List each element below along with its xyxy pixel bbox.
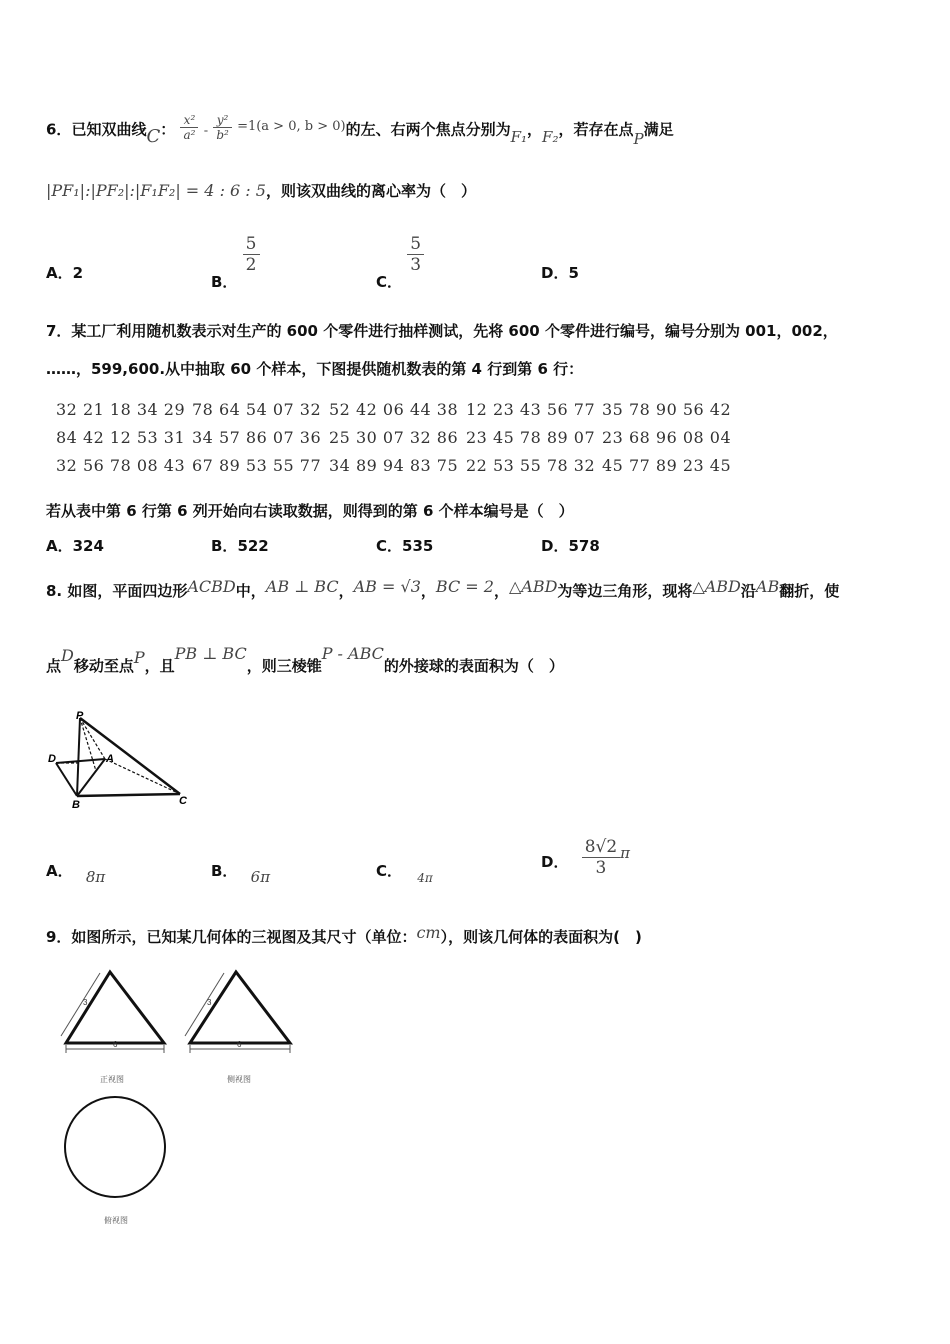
q6-text2: 的左、右两个焦点分别为 xyxy=(345,120,511,139)
table-cell: 34 57 86 07 36 xyxy=(192,428,322,447)
q6-point-p: P xyxy=(633,130,644,149)
q8-math: D xyxy=(61,646,74,665)
table-cell: 78 64 54 07 32 xyxy=(192,400,322,419)
q6-minus: - xyxy=(203,123,209,139)
q6-option-c-num: 5 xyxy=(407,234,424,255)
table-cell: 45 77 89 23 45 xyxy=(602,456,732,475)
dimension-line xyxy=(185,973,224,1036)
edge-pc xyxy=(80,718,180,794)
q6-frac-x-num: x² xyxy=(180,113,198,128)
dimension-line xyxy=(61,973,100,1036)
q6-frac-x xyxy=(180,113,198,143)
label-b: B xyxy=(72,799,80,811)
q6-option-b[interactable] xyxy=(211,234,260,292)
edge-bc xyxy=(77,794,180,796)
q8-math: AB = √3 xyxy=(353,577,421,596)
q7-option-c-value: 535 xyxy=(402,537,434,555)
q8-option-c-value: 4π xyxy=(417,871,433,885)
q8-option-c-label: C． xyxy=(376,862,403,880)
q6-frac-x-den: a² xyxy=(183,128,196,143)
q6-ratio: |PF₁|:|PF₂|:|F₁F₂| = 4 : 6 : 5 xyxy=(46,181,266,200)
q6-f2: F₂ xyxy=(542,128,559,147)
q7-option-d[interactable] xyxy=(541,535,600,556)
q6-option-b-num: 5 xyxy=(243,234,260,255)
q6-text1: 已知双曲线 xyxy=(71,120,147,139)
table-cell: 23 45 78 89 07 xyxy=(466,428,596,447)
q9-unit: cm xyxy=(416,923,441,942)
side-view-triangle xyxy=(190,972,290,1043)
base-dimension-label: 6 xyxy=(113,1040,118,1049)
q8-text: ，且 xyxy=(144,657,175,675)
edge-pb xyxy=(77,718,80,796)
table-cell: 34 89 94 83 75 xyxy=(329,456,459,475)
q7-option-b-label: B． xyxy=(211,537,238,555)
q8-math: P xyxy=(133,648,145,667)
q6-line2 xyxy=(46,180,476,201)
q8-option-c[interactable] xyxy=(376,860,433,885)
q8-math: AB xyxy=(755,577,780,596)
front-view-caption: 正视图 xyxy=(100,1075,124,1084)
q6-option-b-den: 2 xyxy=(245,255,257,276)
q6-option-b-fraction xyxy=(243,234,260,276)
q8-math: ACBD xyxy=(187,577,236,596)
q6-curve-name: C xyxy=(146,126,161,148)
q8-option-b-label: B． xyxy=(211,862,238,880)
front-view-triangle xyxy=(66,972,164,1043)
q6-option-d[interactable] xyxy=(541,262,579,283)
table-cell: 35 78 90 56 42 xyxy=(602,400,732,419)
q8-text: 的外接球的表面积为（ ） xyxy=(383,657,564,675)
q7-option-d-label: D． xyxy=(541,537,569,555)
side-dimension-label: 3 xyxy=(83,998,88,1007)
q6-option-a[interactable] xyxy=(46,262,83,283)
top-view-caption: 俯视图 xyxy=(104,1216,128,1225)
table-cell: 25 30 07 32 86 xyxy=(329,428,459,447)
q6-option-d-label: D． xyxy=(541,264,569,282)
q7-option-c-label: C． xyxy=(376,537,403,555)
q8-text: 移动至点 xyxy=(73,657,134,675)
q8-figure-tetrahedron xyxy=(40,708,200,812)
q6-option-a-label: A． xyxy=(46,264,73,282)
q8-text: 中， xyxy=(235,582,266,600)
label-a: A xyxy=(106,753,114,765)
q6-text4: 满足 xyxy=(643,120,674,139)
label-p: P xyxy=(76,710,84,722)
q7-option-a-value: 324 xyxy=(72,537,104,555)
q6-option-b-label: B． xyxy=(211,273,238,292)
q6-f1: F₁ xyxy=(510,128,528,147)
q7-option-b[interactable] xyxy=(211,535,269,556)
q8-option-b[interactable] xyxy=(211,860,271,886)
q7-line3: 若从表中第 6 行第 6 列开始向右读取数据，则得到的第 6 个样本编号是（ ） xyxy=(46,502,574,520)
q6-equation-rhs: =1(a > 0, b > 0) xyxy=(237,119,346,135)
q8-text: ， xyxy=(338,582,354,600)
q8-line2 xyxy=(46,644,564,676)
top-view-circle xyxy=(65,1097,165,1197)
side-view xyxy=(180,965,298,1090)
table-cell: 22 53 55 78 32 xyxy=(466,456,596,475)
q6-option-c[interactable] xyxy=(376,234,424,292)
q7-option-a[interactable] xyxy=(46,535,104,556)
q8-option-a[interactable] xyxy=(46,860,106,886)
label-d: D xyxy=(48,753,56,765)
edge-ab xyxy=(77,759,105,796)
q6-frac-y-num: y² xyxy=(213,113,232,128)
q6-option-c-den: 3 xyxy=(410,255,422,276)
aux-line xyxy=(80,718,96,771)
q6-frac-y-den: b² xyxy=(216,128,229,143)
edge-pa xyxy=(80,718,105,759)
q8-option-d-num: 8√2 xyxy=(582,837,620,858)
q6-option-c-fraction xyxy=(407,234,424,276)
q8-math: △ABD xyxy=(692,577,741,596)
q9-text1: 9．如图所示，已知某几何体的三视图及其尺寸（单位： xyxy=(46,928,417,946)
q8-option-d-pi: π xyxy=(620,844,631,863)
q8-math: AB ⊥ BC xyxy=(265,577,339,596)
q8-text: 翻折，使 xyxy=(779,582,840,600)
q8-text: 8. 如图，平面四边形 xyxy=(46,582,188,600)
base-dimension-label: 6 xyxy=(237,1040,242,1049)
q8-option-d-fraction xyxy=(582,837,620,879)
q8-math: BC = 2 xyxy=(435,577,494,596)
side-view-caption: 侧视图 xyxy=(227,1075,251,1084)
q8-option-d[interactable] xyxy=(541,837,630,879)
edge-db xyxy=(56,763,77,796)
q9-line1 xyxy=(46,923,642,947)
q6-text3: ，若存在点 xyxy=(558,120,634,139)
q6-number: 6． xyxy=(46,120,72,139)
q8-text: 沿 xyxy=(740,582,756,600)
label-c: C xyxy=(179,795,187,807)
side-dimension-label: 3 xyxy=(207,998,212,1007)
q8-math: P - ABC xyxy=(321,644,384,663)
q8-text: 为等边三角形，现将 xyxy=(557,582,693,600)
table-cell: 32 21 18 34 29 xyxy=(56,400,186,419)
q7-option-d-value: 578 xyxy=(568,537,600,555)
table-cell: 12 23 43 56 77 xyxy=(466,400,596,419)
q8-option-b-value: 6π xyxy=(250,868,271,886)
q7-line2: ……，599,600.从中抽取 60 个样本，下图提供随机数表的第 4 行到第 6 行： xyxy=(46,360,584,378)
q8-text: ， xyxy=(493,582,509,600)
q8-math: PB ⊥ BC xyxy=(174,644,247,663)
q8-option-d-den: 3 xyxy=(595,858,607,879)
q7-line1: 7．某工厂利用随机数表示对生产的 600 个零件进行抽样测试，先将 600 个零件进行编号，编号分别为 001，002， xyxy=(46,322,838,340)
q8-option-a-label: A． xyxy=(46,862,73,880)
table-cell: 52 42 06 44 38 xyxy=(329,400,459,419)
q8-text: ， xyxy=(420,582,436,600)
q8-text: 点 xyxy=(46,657,62,675)
q8-option-a-value: 8π xyxy=(85,868,106,886)
table-cell: 23 68 96 08 04 xyxy=(602,428,732,447)
q6-option-d-value: 5 xyxy=(568,264,579,282)
table-cell: 32 56 78 08 43 xyxy=(56,456,186,475)
q7-option-a-label: A． xyxy=(46,537,73,555)
q6-option-c-label: C． xyxy=(376,273,403,292)
table-cell: 67 89 53 55 77 xyxy=(192,456,322,475)
q9-text2: ），则该几何体的表面积为( ) xyxy=(440,928,642,946)
table-cell: 84 42 12 53 31 xyxy=(56,428,186,447)
q8-math: △ABD xyxy=(508,577,558,596)
q6-option-a-value: 2 xyxy=(72,264,84,282)
q6-line1 xyxy=(46,113,674,149)
q8-line1 xyxy=(46,577,840,601)
q6-colon: ： xyxy=(160,120,176,139)
q7-option-b-value: 522 xyxy=(237,537,269,555)
q7-option-c[interactable] xyxy=(376,535,433,556)
q8-option-d-label: D． xyxy=(541,853,569,872)
q8-text: ，则三棱锥 xyxy=(246,657,322,675)
q6-comma: ， xyxy=(527,120,543,139)
q6-frac-y xyxy=(213,113,232,143)
front-view xyxy=(56,965,174,1090)
q6-text5: ，则该双曲线的离心率为（ ） xyxy=(265,182,476,200)
top-view xyxy=(56,1090,174,1230)
